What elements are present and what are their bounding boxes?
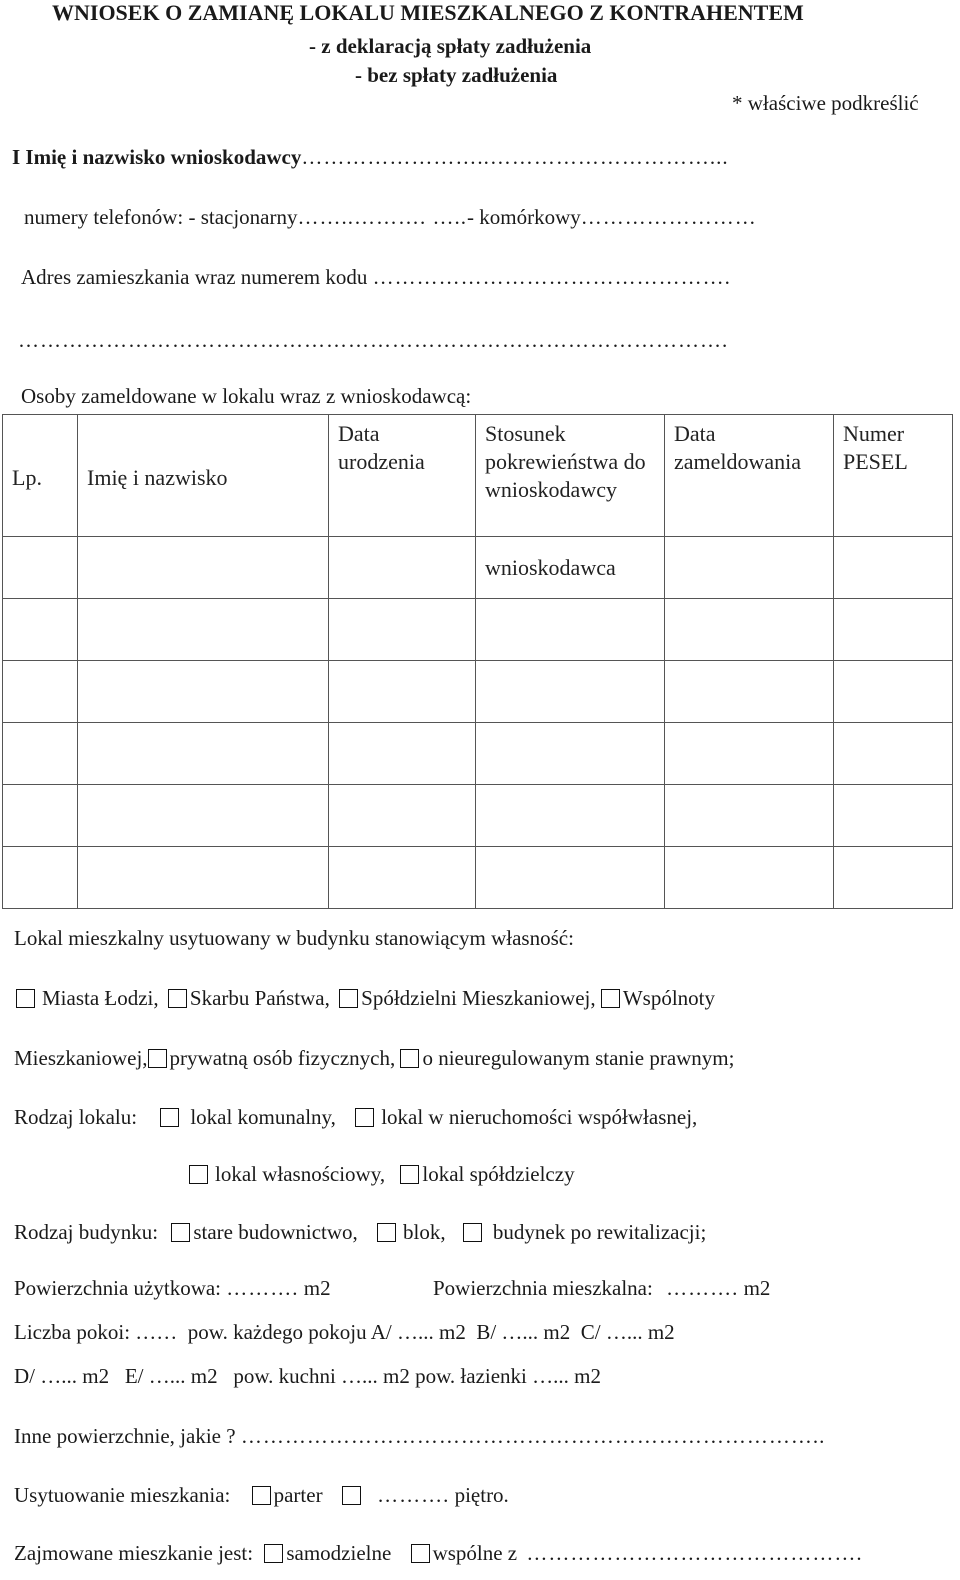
cell-lp[interactable] xyxy=(3,537,78,599)
private-label: prywatną osób fizycznych, xyxy=(169,1046,396,1070)
registered-persons-table xyxy=(2,414,953,909)
persons-intro: Osoby zameldowane w lokalu wraz z wnioskodawcą: xyxy=(21,384,472,408)
living-area-label: Powierzchnia mieszkalna: xyxy=(433,1276,653,1300)
cell-relation[interactable] xyxy=(476,661,665,723)
cell-birth-date[interactable] xyxy=(329,785,476,847)
checkbox-ground-floor[interactable] xyxy=(252,1486,271,1505)
revitalized-label: budynek po rewitalizacji; xyxy=(492,1220,707,1244)
rooms-line-2[interactable]: D/ …... m2 E/ …... m2 pow. kuchni …... m2 pow. łazienki …... m2 xyxy=(14,1364,601,1388)
checkbox-revitalized[interactable] xyxy=(463,1223,482,1242)
ownership-options-row2 xyxy=(14,1046,734,1071)
cell-name[interactable] xyxy=(78,847,329,909)
checkbox-unregulated[interactable] xyxy=(400,1049,419,1068)
unit-type-label: Rodzaj lokalu: xyxy=(14,1105,138,1129)
usable-area-label: Powierzchnia użytkowa: xyxy=(14,1276,222,1300)
option-without-debt: - bez spłaty zadłużenia xyxy=(355,63,558,87)
occupancy-row xyxy=(14,1541,863,1566)
header-registration-date: Data zameldowania xyxy=(665,415,834,537)
checkbox-floor[interactable] xyxy=(342,1486,361,1505)
phones-row xyxy=(24,205,757,230)
unit-type-row1 xyxy=(14,1105,697,1130)
header-pesel: Numer PESEL xyxy=(834,415,953,537)
header-relation: Stosunek pokrewieństwa do wnioskodawcy xyxy=(476,415,665,537)
state-label: Skarbu Państwa, xyxy=(189,986,330,1010)
cooperative-unit-label: lokal spółdzielczy xyxy=(422,1162,575,1186)
cell-relation: wnioskodawca xyxy=(476,537,665,599)
address-field-line2[interactable]: ……………………………………………………………………………………. xyxy=(18,328,729,352)
owned-label: lokal własnościowy, xyxy=(215,1162,386,1186)
independent-label: samodzielne xyxy=(286,1541,392,1565)
cell-registration-date[interactable] xyxy=(665,599,834,661)
municipal-label: lokal komunalny, xyxy=(190,1105,336,1129)
old-building-label: stare budownictwo, xyxy=(193,1220,358,1244)
cell-lp[interactable] xyxy=(3,599,78,661)
cell-registration-date[interactable] xyxy=(665,785,834,847)
other-areas-label: Inne powierzchnie, jakie ? xyxy=(14,1424,236,1448)
cell-name[interactable] xyxy=(78,661,329,723)
cell-relation[interactable] xyxy=(476,723,665,785)
cell-birth-date[interactable] xyxy=(329,661,476,723)
mobile-field[interactable]: …………………… xyxy=(580,205,757,229)
floor-label: piętro. xyxy=(454,1483,509,1507)
ownership-options-row1 xyxy=(16,986,715,1011)
location-row xyxy=(14,1483,509,1508)
cell-pesel[interactable] xyxy=(834,537,953,599)
cell-lp[interactable] xyxy=(3,661,78,723)
table-row[interactable] xyxy=(3,847,953,909)
checkbox-municipal[interactable] xyxy=(160,1108,179,1127)
table-row[interactable] xyxy=(3,723,953,785)
cell-pesel[interactable] xyxy=(834,847,953,909)
floor-field[interactable]: ………. xyxy=(377,1483,450,1507)
checkbox-shared[interactable] xyxy=(411,1544,430,1563)
community-label-b: Mieszkaniowej, xyxy=(14,1046,148,1070)
header-birth-date: Data urodzenia xyxy=(329,415,476,537)
address-label: Adres zamieszkania wraz numerem kodu xyxy=(21,265,368,289)
unit-type-row2 xyxy=(189,1162,575,1187)
coowned-label: lokal w nieruchomości współwłasnej, xyxy=(381,1105,698,1129)
checkbox-block[interactable] xyxy=(377,1223,396,1242)
cell-registration-date[interactable] xyxy=(665,723,834,785)
header-lp: Lp. xyxy=(3,415,78,537)
cell-relation[interactable] xyxy=(476,847,665,909)
applicant-name-label: I Imię i nazwisko wnioskodawcy xyxy=(12,145,302,169)
shared-label: wspólne z xyxy=(432,1541,518,1565)
cell-registration-date[interactable] xyxy=(665,537,834,599)
cell-pesel[interactable] xyxy=(834,599,953,661)
checkbox-private[interactable] xyxy=(148,1049,167,1068)
cell-relation[interactable] xyxy=(476,785,665,847)
cell-name[interactable] xyxy=(78,537,329,599)
block-label: blok, xyxy=(403,1220,446,1244)
cell-registration-date[interactable] xyxy=(665,847,834,909)
cell-lp[interactable] xyxy=(3,723,78,785)
cell-birth-date[interactable] xyxy=(329,537,476,599)
ownership-label: Lokal mieszkalny usytuowany w budynku stanowiącym własność: xyxy=(14,926,574,950)
applicant-name-field[interactable]: ……………………..…………………………... xyxy=(301,145,729,169)
city-label: Miasta Łodzi, xyxy=(42,986,159,1010)
living-area-unit: m2 xyxy=(743,1276,771,1300)
table-row[interactable] xyxy=(3,537,953,599)
shared-with-field[interactable]: ………………………………………. xyxy=(526,1541,863,1565)
other-areas-field[interactable]: …………………………………………………………………….. xyxy=(240,1424,826,1448)
landline-field[interactable]: ……..………. ….. xyxy=(297,205,467,229)
cell-name[interactable] xyxy=(78,599,329,661)
cell-relation[interactable] xyxy=(476,599,665,661)
address-field[interactable]: …………………………………………. xyxy=(372,265,731,289)
address-row xyxy=(21,265,731,290)
checkbox-independent[interactable] xyxy=(264,1544,283,1563)
applicant-name-row[interactable] xyxy=(12,145,729,170)
header-name: Imię i nazwisko xyxy=(78,415,329,537)
table-row[interactable] xyxy=(3,785,953,847)
living-area-field[interactable]: ………. xyxy=(666,1276,739,1300)
underline-note: * właściwe podkreślić xyxy=(732,91,919,115)
cooperative-label: Spółdzielni Mieszkaniowej, xyxy=(361,986,596,1010)
cell-birth-date[interactable] xyxy=(329,847,476,909)
cell-pesel[interactable] xyxy=(834,723,953,785)
checkbox-state[interactable] xyxy=(168,989,187,1008)
living-area-row xyxy=(433,1276,770,1301)
cell-pesel[interactable] xyxy=(834,661,953,723)
table-row[interactable] xyxy=(3,661,953,723)
cell-lp[interactable] xyxy=(3,785,78,847)
cell-birth-date[interactable] xyxy=(329,599,476,661)
cell-birth-date[interactable] xyxy=(329,723,476,785)
ground-floor-label: parter xyxy=(273,1483,323,1507)
checkbox-cooperative-unit[interactable] xyxy=(400,1165,419,1184)
cell-pesel[interactable] xyxy=(834,785,953,847)
rooms-line[interactable]: Liczba pokoi: …… pow. każdego pokoju A/ …... m2 B/ …... m2 C/ …... m2 xyxy=(14,1320,675,1344)
usable-area-field[interactable]: ………. xyxy=(226,1276,299,1300)
checkbox-community[interactable] xyxy=(601,989,620,1008)
checkbox-owned[interactable] xyxy=(189,1165,208,1184)
building-type-row xyxy=(14,1220,706,1245)
checkbox-coowned[interactable] xyxy=(355,1108,374,1127)
usable-area-unit: m2 xyxy=(303,1276,331,1300)
other-areas-row xyxy=(14,1424,825,1449)
location-label: Usytuowanie mieszkania: xyxy=(14,1483,231,1507)
mobile-label: - komórkowy xyxy=(467,205,581,229)
checkbox-cooperative[interactable] xyxy=(339,989,358,1008)
phones-label: numery telefonów: - stacjonarny xyxy=(24,205,298,229)
cell-name[interactable] xyxy=(78,723,329,785)
table-header-row xyxy=(3,415,953,537)
table-row[interactable] xyxy=(3,599,953,661)
cell-name[interactable] xyxy=(78,785,329,847)
cell-registration-date[interactable] xyxy=(665,661,834,723)
checkbox-old-building[interactable] xyxy=(171,1223,190,1242)
unregulated-label: o nieuregulowanym stanie prawnym; xyxy=(422,1046,735,1070)
option-with-debt-declaration: - z deklaracją spłaty zadłużenia xyxy=(309,34,592,58)
occupancy-label: Zajmowane mieszkanie jest: xyxy=(14,1541,254,1565)
form-title: WNIOSEK O ZAMIANĘ LOKALU MIESZKALNEGO Z KONTRAHENTEM xyxy=(52,0,804,25)
areas-row xyxy=(14,1276,331,1301)
community-label-a: Wspólnoty xyxy=(622,986,716,1010)
checkbox-city[interactable] xyxy=(16,989,35,1008)
building-type-label: Rodzaj budynku: xyxy=(14,1220,159,1244)
cell-lp[interactable] xyxy=(3,847,78,909)
